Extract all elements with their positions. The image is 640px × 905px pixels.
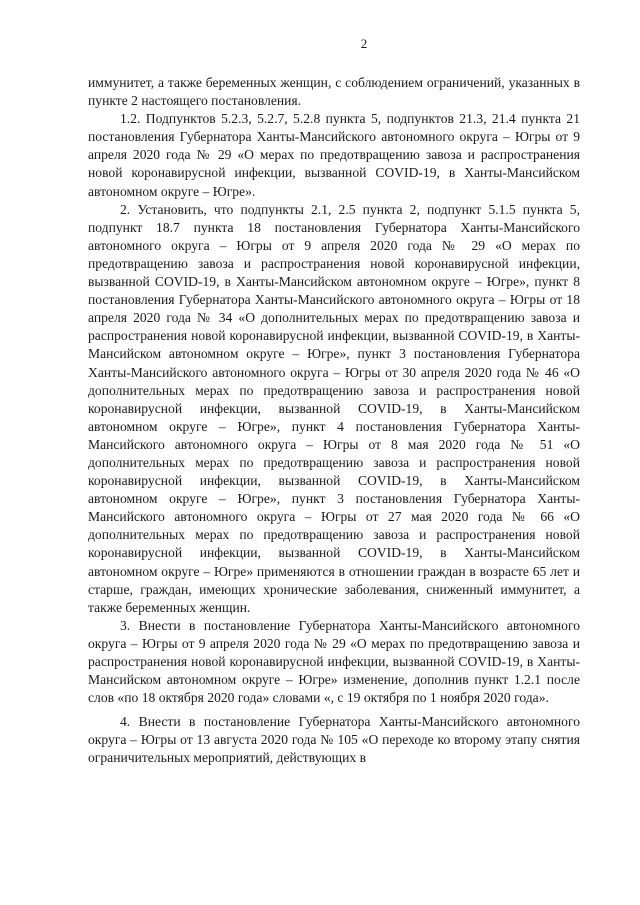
- paragraph-1-2: 1.2. Подпунктов 5.2.3, 5.2.7, 5.2.8 пункта 5, подпунктов 21.3, 21.4 пункта 21 постановления Губернатора Ханты-Мансийского автономного округа – Югры от 9 апреля 2020 года № 29 «О мерах по предотвращению завоза и распространения новой коронавирусной инфекции, вызванной COVID-19, в Ханты-Мансийском автономном округе – Югре».: [88, 111, 580, 199]
- paragraph-3: 3. Внести в постановление Губернатора Ханты-Мансийского автономного округа – Югры от 9 апреля 2020 года № 29 «О мерах по предотвращению завоза и распространения новой коронавирусной инфекции, вызванной COVID-19, в Ханты-Мансийском автономном округе – Югре» изменение, дополнив пункт 1.2.1 после слов «по 18 октября 2020 года» словами «, с 19 октября по 1 ноября 2020 года».: [88, 617, 580, 706]
- paragraph-continuation: иммунитет, а также беременных женщин, с соблюдением ограничений, указанных в пункте 2 настоящего постановления.: [88, 75, 580, 109]
- paragraph-4: 4. Внести в постановление Губернатора Ханты-Мансийского автономного округа – Югры от 13 августа 2020 года № 105 «О переходе ко второму этапу снятия ограничительных мероприятий, действующих в: [88, 714, 580, 766]
- paragraph-2: 2. Установить, что подпункты 2.1, 2.5 пункта 2, подпункт 5.1.5 пункта 5, подпункт 18.7 пункта 18 постановления Губернатора Ханты-Мансийского автономного округа – Югры от 9 апреля 2020 года № 29 «О мерах по предотвращению завоза и распространения новой коронавирусной инфекции, вызванной COVID-19, в Ханты-Мансийском автономном округе – Югре», пункт 8 постановления Губернатора Ханты-Мансийского автономного округа – Югры от 18 апреля 2020 года № 34 «О дополнительных мерах по предотвращению завоза и распространения новой коронавирусной инфекции, вызванной COVID-19, в Ханты-Мансийском автономном округе – Югре», пункт 3 постановления Губернатора Ханты-Мансийского автономного округа – Югры от 30 апреля 2020 года № 46 «О дополнительных мерах по предотвращению завоза и распространения новой коронавирусной инфекции, вызванной COVID-19, в Ханты-Мансийском автономном округе – Югре», пункт 4 постановления Губернатора Ханты-Мансийского автономного округа – Югры от 8 мая 2020 года № 51 «О дополнительных мерах по предотвращению завоза и распространения новой коронавирусной инфекции, вызванной COVID-19, в Ханты-Мансийском автономном округе – Югре», пункт 3 постановления Губернатора Ханты-Мансийского автономного округа – Югры от 27 мая 2020 года № 66 «О дополнительных мерах по предотвращению завоза и распространения новой коронавирусной инфекции, вызванной COVID-19, в Ханты-Мансийском автономном округе – Югре» применяются в отношении граждан в возрасте 65 лет и старше, граждан, имеющих хронические заболевания, сниженный иммунитет, а также беременных женщин.: [88, 201, 580, 615]
- page-number: 2: [360, 36, 368, 51]
